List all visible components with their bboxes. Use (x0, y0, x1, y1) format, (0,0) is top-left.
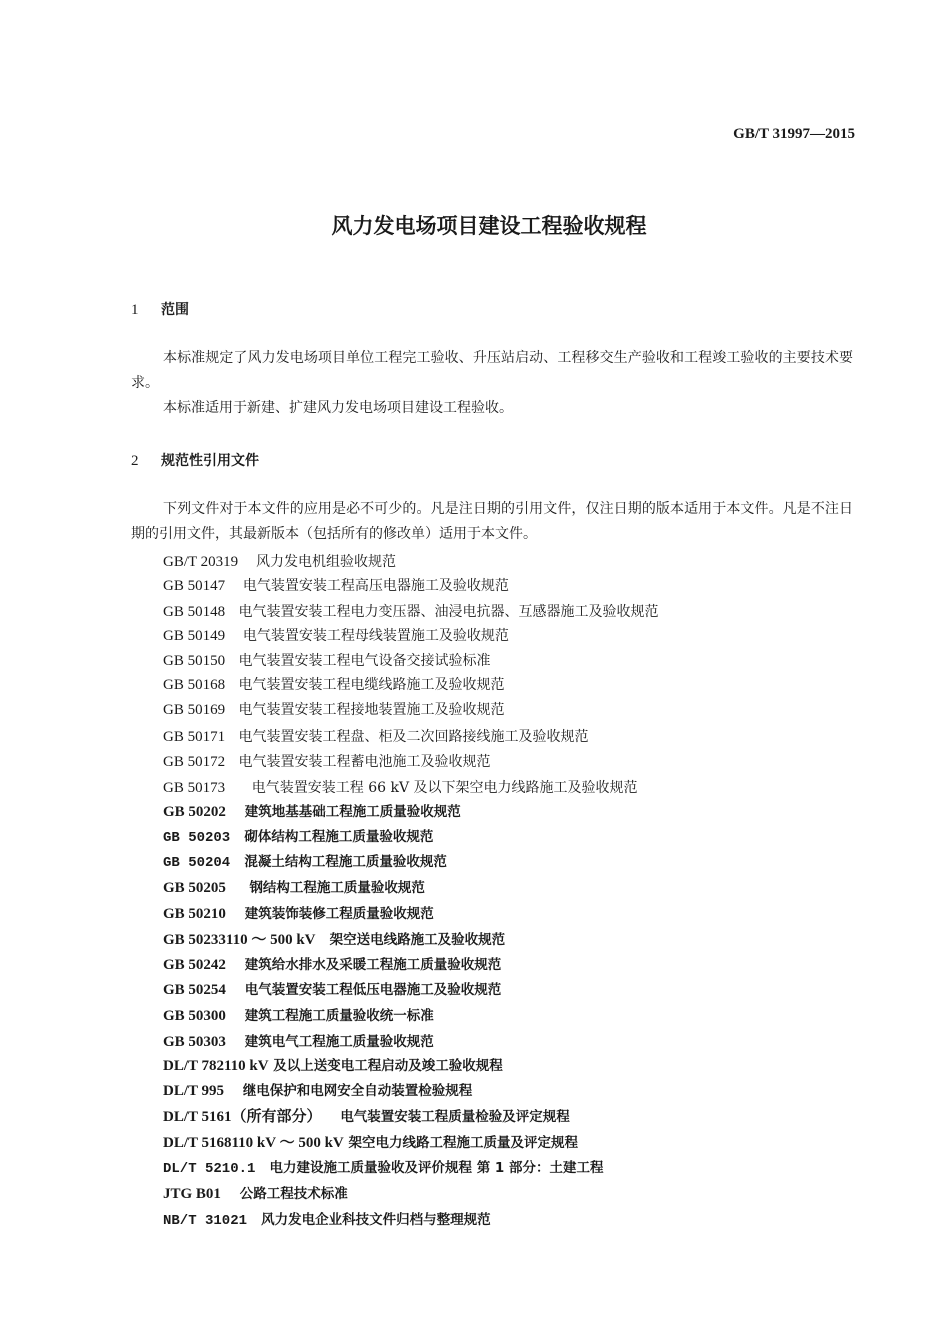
reference-title: 电力建设施工质量验收及评价规程 第 1 部分：土建工程 (269, 1160, 604, 1176)
reference-code: DL/T 782110 kV (163, 1058, 269, 1074)
reference-title: 继电保护和电网安全自动装置检验规程 (242, 1083, 473, 1099)
reference-code: GB 50254 (163, 982, 226, 998)
reference-code: JTG B01 (163, 1186, 221, 1202)
reference-title: 建筑给水排水及采暖工程施工质量验收规范 (244, 957, 502, 973)
reference-title: 电气装置安装工程 66 kV 及以下架空电力线路施工及验收规范 (251, 780, 638, 796)
reference-code: GB 50303 (163, 1034, 226, 1050)
section-1-paragraph-2: 本标准适用于新建、扩建风力发电场项目建设工程验收。 (163, 400, 513, 416)
reference-title: 混凝土结构工程施工质量验收规范 (244, 854, 447, 870)
section-number: 2 (131, 453, 139, 469)
reference-item (163, 1105, 570, 1126)
reference-code: DL/T 5168110 kV ～ 500 kV (163, 1135, 344, 1151)
reference-item (163, 978, 501, 999)
reference-code: GB 50204 (163, 855, 231, 871)
reference-item (163, 1182, 348, 1203)
reference-code: GB/T 20319 (163, 554, 239, 570)
reference-code: GB 50171 (163, 729, 226, 745)
section-number: 1 (131, 302, 139, 318)
reference-title: 建筑地基基础工程施工质量验收规范 (244, 804, 461, 820)
reference-code: GB 50205 (163, 880, 226, 896)
reference-code: GB 50242 (163, 957, 226, 973)
reference-item (163, 902, 434, 923)
reference-item (163, 1208, 491, 1229)
reference-code: GB 50210 (163, 906, 226, 922)
reference-code: GB 50148 (163, 604, 226, 620)
reference-code: DL/T 995 (163, 1083, 224, 1099)
reference-code: GB 50150 (163, 653, 226, 669)
reference-title: 电气装置安装工程低压电器施工及验收规范 (244, 982, 502, 998)
reference-title: 电气装置安装工程接地装置施工及验收规范 (238, 702, 505, 718)
reference-code: GB 50203 (163, 830, 231, 846)
reference-item (163, 953, 501, 974)
section-1-heading (131, 299, 189, 319)
reference-item (163, 699, 504, 719)
reference-item (163, 850, 447, 871)
reference-code: GB 50172 (163, 754, 226, 770)
reference-title: 电气装置安装工程质量检验及评定规程 (340, 1109, 570, 1125)
section-title: 范围 (161, 302, 189, 318)
reference-item (163, 551, 396, 571)
reference-title: 风力发电企业科技文件归档与整理规范 (261, 1212, 491, 1228)
reference-item (163, 625, 509, 645)
reference-item (163, 674, 504, 694)
reference-title: 电气装置安装工程电力变压器、油浸电抗器、互感器施工及验收规范 (238, 604, 659, 620)
reference-title: 及以上送变电工程启动及竣工验收规程 (273, 1058, 503, 1074)
reference-title: 架空电力线路工程施工质量及评定规程 (348, 1135, 578, 1151)
reference-title: 砌体结构工程施工质量验收规范 (244, 829, 434, 845)
section-title: 规范性引用文件 (161, 453, 259, 469)
reference-code: GB 50168 (163, 677, 226, 693)
reference-item (163, 1156, 604, 1177)
reference-title: 电气装置安装工程蓄电池施工及验收规范 (238, 754, 491, 770)
reference-code: GB 50233110 ～ 500 kV (163, 932, 316, 948)
reference-title: 公路工程技术标准 (239, 1186, 348, 1202)
reference-item (163, 575, 509, 595)
reference-item (163, 1079, 472, 1100)
standard-number: GB/T 31997—2015 (733, 126, 855, 142)
reference-item (163, 1131, 578, 1152)
reference-item (163, 825, 433, 846)
reference-title: 电气装置安装工程母线装置施工及验收规范 (242, 628, 509, 644)
reference-title: 电气装置安装工程电气设备交接试验标准 (238, 653, 491, 669)
reference-item (163, 1030, 434, 1051)
reference-title: 建筑电气工程施工质量验收规范 (244, 1034, 434, 1050)
reference-title: 建筑装饰装修工程质量验收规范 (244, 906, 434, 922)
reference-title: 电气装置安装工程盘、柜及二次回路接线施工及验收规范 (238, 729, 589, 745)
reference-code: DL/T 5210.1 (163, 1161, 256, 1177)
reference-code: GB 50147 (163, 578, 226, 594)
reference-item (163, 751, 490, 771)
reference-item (163, 601, 658, 621)
reference-code: GB 50169 (163, 702, 226, 718)
reference-item (163, 876, 425, 897)
reference-item (163, 1054, 503, 1075)
reference-item (163, 777, 638, 797)
reference-code: GB 50300 (163, 1008, 226, 1024)
reference-title: 电气装置安装工程电缆线路施工及验收规范 (238, 677, 505, 693)
reference-title: 建筑工程施工质量验收统一标准 (244, 1008, 434, 1024)
reference-code: DL/T 5161（所有部分） (163, 1109, 322, 1125)
reference-code: GB 50202 (163, 804, 226, 820)
reference-code: GB 50149 (163, 628, 226, 644)
section-2-heading (131, 450, 259, 470)
reference-title: 电气装置安装工程高压电器施工及验收规范 (242, 578, 509, 594)
reference-item (163, 800, 461, 821)
reference-item (163, 650, 490, 670)
reference-code: GB 50173 (163, 780, 226, 796)
reference-item (163, 1004, 434, 1025)
section-1-paragraph-1: 本标准规定了风力发电场项目单位工程完工验收、升压站启动、工程移交生产验收和工程竣工验收的主要技术要求。 (131, 350, 853, 391)
reference-item (163, 928, 505, 949)
reference-title: 风力发电机组验收规范 (255, 554, 396, 570)
reference-code: NB/T 31021 (163, 1213, 248, 1229)
document-title: 风力发电场项目建设工程验收规程 (331, 214, 647, 238)
reference-item (163, 726, 588, 746)
reference-title: 钢结构工程施工质量验收规范 (249, 880, 425, 896)
section-2-paragraph-1: 下列文件对于本文件的应用是必不可少的。凡是注日期的引用文件，仅注日期的版本适用于本文件。凡是不注日期的引用文件，其最新版本（包括所有的修改单）适用于本文件。 (131, 501, 853, 542)
reference-title: 架空送电线路施工及验收规范 (329, 932, 506, 948)
